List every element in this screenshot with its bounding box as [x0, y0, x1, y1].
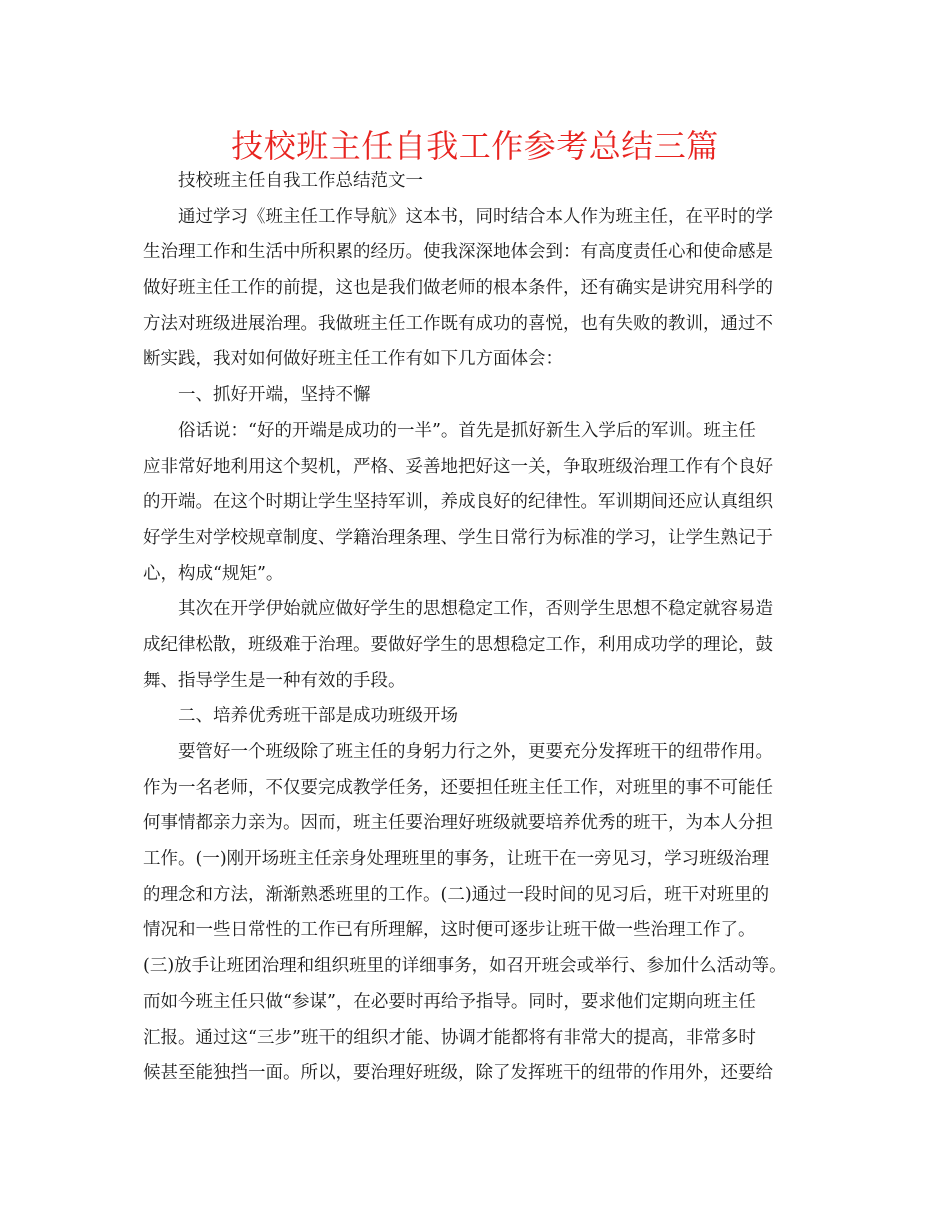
paragraph-line: 候甚至能独挡一面。所以，要治理好班级，除了发挥班干的纽带的作用外，还要给 [143, 1063, 773, 1084]
paragraph-line: 方法对班级进展治理。我做班主任工作既有成功的喜悦，也有失败的教训，通过不 [143, 313, 773, 334]
paragraph-line: 作为一名老师，不仅要完成教学任务，还要担任班主任工作，对班里的事不可能任 [143, 777, 773, 798]
paragraph-line: 而如今班主任只做“参谋”，在必要时再给予指导。同时，要求他们定期向班主任 [143, 991, 756, 1012]
paragraph-line: 的理念和方法，渐渐熟悉班里的工作。(二)通过一段时间的见习后，班干对班里的 [143, 884, 770, 905]
paragraph-line: 心，构成“规矩”。 [143, 563, 284, 584]
paragraph-line: (三)放手让班团治理和组织班里的详细事务，如召开班会或举行、参加什么活动等。 [143, 956, 787, 977]
paragraph-line: 通过学习《班主任工作导航》这本书，同时结合本人作为班主任，在平时的学 [178, 206, 773, 227]
paragraph-line: 工作。(一)刚开场班主任亲身处理班里的事务，让班干在一旁见习，学习班级治理 [143, 849, 770, 870]
paragraph-line: 生治理工作和生活中所积累的经历。使我深深地体会到：有高度责任心和使命感是 [143, 242, 773, 263]
paragraph-line: 舞、指导学生是一种有效的手段。 [143, 670, 406, 691]
document-body [143, 164, 823, 1092]
paragraph-line: 断实践，我对如何做好班主任工作有如下几方面体会： [143, 349, 563, 370]
document-title: 技校班主任自我工作参考总结三篇 [231, 127, 719, 165]
paragraph-line: 成纪律松散，班级难于治理。要做好学生的思想稳定工作，利用成功学的理论，鼓 [143, 634, 773, 655]
section-heading: 二、培养优秀班干部是成功班级开场 [178, 706, 458, 727]
paragraph-line: 情况和一些日常性的工作已有所理解，这时便可逐步让班干做一些治理工作了。 [143, 920, 756, 941]
paragraph-line: 要管好一个班级除了班主任的身躬力行之外，更要充分发挥班干的纽带作用。 [178, 742, 773, 762]
paragraph-line: 俗话说：“好的开端是成功的一半”。首先是抓好新生入学后的军训。班主任 [178, 420, 756, 441]
paragraph-line: 做好班主任工作的前提，这也是我们做老师的根本条件，还有确实是讲究用科学的 [143, 278, 773, 299]
paragraph-line: 何事情都亲力亲为。因而，班主任要治理好班级就要培养优秀的班干，为本人分担 [143, 813, 773, 834]
paragraph-line: 应非常好地利用这个契机，严格、妥善地把好这一关，争取班级治理工作有个良好 [143, 456, 773, 477]
paragraph-line: 好学生对学校规章制度、学籍治理条理、学生日常行为标准的学习，让学生熟记于 [143, 527, 773, 548]
section-heading: 技校班主任自我工作总结范文一 [178, 171, 423, 191]
section-heading: 一、抓好开端，坚持不懈 [178, 385, 371, 406]
paragraph-line: 汇报。通过这“三步”班干的组织才能、协调才能都将有非常大的提高，非常多时 [143, 1027, 756, 1048]
paragraph-line: 其次在开学伊始就应做好学生的思想稳定工作，否则学生思想不稳定就容易造 [178, 599, 773, 620]
paragraph-line: 的开端。在这个时期让学生坚持军训，养成良好的纪律性。军训期间还应认真组织 [143, 492, 773, 513]
